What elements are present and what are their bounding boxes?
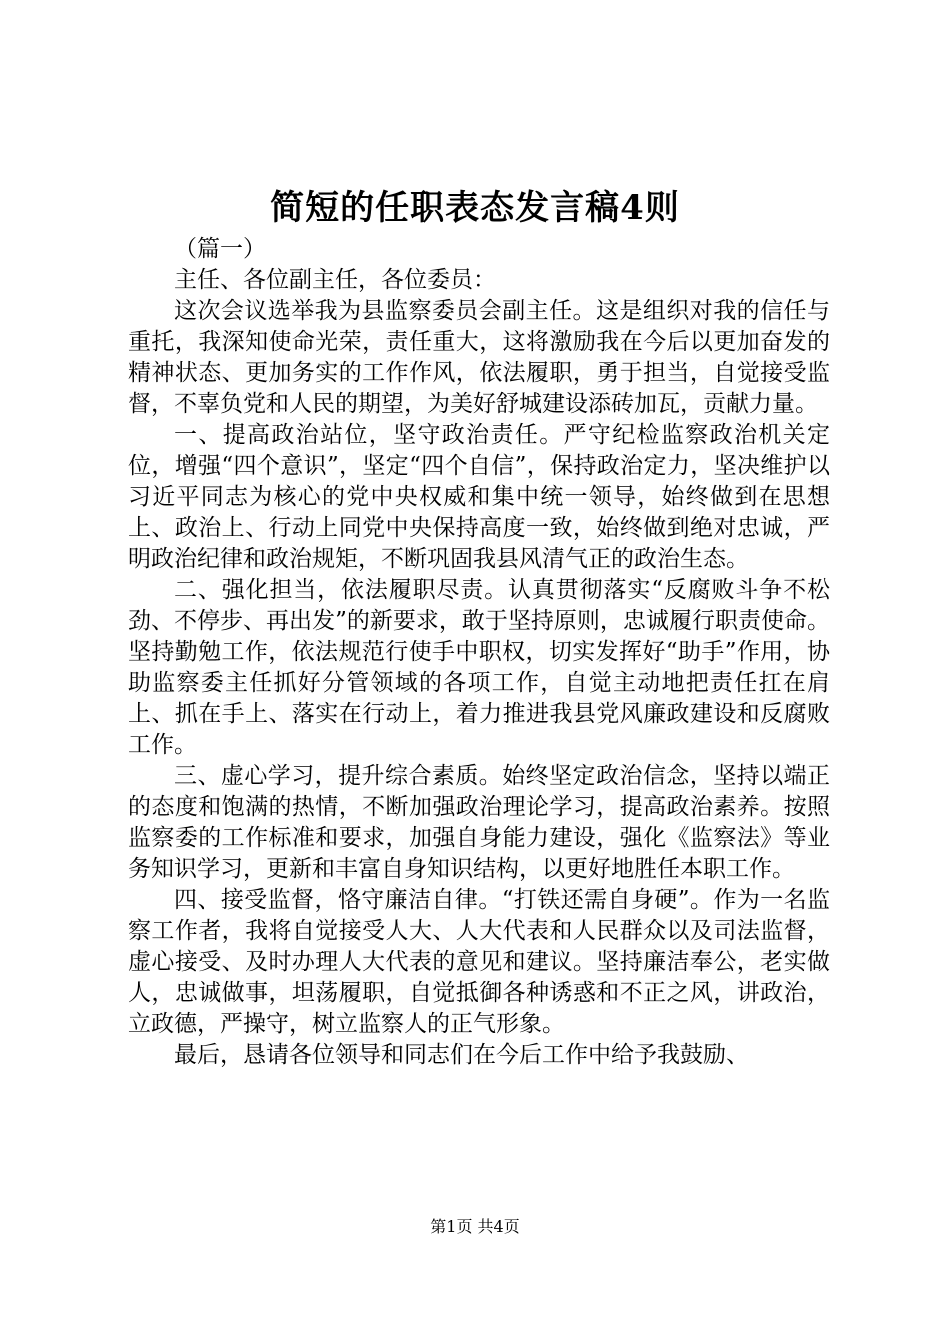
section-heading: （篇一） bbox=[174, 236, 266, 262]
salutation: 主任、各位副主任，各位委员： bbox=[174, 267, 496, 293]
paragraph: 这次会议选举我为县监察委员会副主任。这是组织对我的信任与重托，我深知使命光荣，责任重大，这将激励我在今后以更加奋发的精神状态、更加务实的工作作风，依法履职，勇于担当，自觉接受监督，不辜负党和人民的期望，为美好舒城建设添砖加瓦，贡献力量。 bbox=[128, 298, 830, 417]
paragraph: 最后，恳请各位领导和同志们在今后工作中给予我鼓励、 bbox=[174, 1042, 749, 1068]
document-body bbox=[128, 234, 830, 1071]
paragraph: 一、提高政治站位，坚守政治责任。严守纪检监察政治机关定位，增强“四个意识”，坚定“四个自信”，保持政治定力，坚决维护以习近平同志为核心的党中央权威和集中统一领导，始终做到在思想上、政治上、行动上同党中央保持高度一致，始终做到绝对忠诚，严明政治纪律和政治规矩，不断巩固我县风清气正的政治生态。 bbox=[128, 422, 830, 572]
paragraph: 四、接受监督，恪守廉洁自律。“打铁还需自身硬”。作为一名监察工作者，我将自觉接受人大、人大代表和人民群众以及司法监督，虚心接受、及时办理人大代表的意见和建议。坚持廉洁奉公，老实做人，忠诚做事，坦荡履职，自觉抵御各种诱惑和不正之风，讲政治，立政德，严操守，树立监察人的正气形象。 bbox=[128, 887, 830, 1037]
document-title: 简短的任职表态发言稿4则 bbox=[270, 188, 680, 228]
paragraph: 三、虚心学习，提升综合素质。始终坚定政治信念，坚持以端正的态度和饱满的热情，不断加强政治理论学习，提高政治素养。按照监察委的工作标准和要求，加强自身能力建设，强化《监察法》等业务知识学习，更新和丰富自身知识结构，以更好地胜任本职工作。 bbox=[128, 763, 830, 882]
page-number: 第1页 共4页 bbox=[430, 1217, 520, 1236]
paragraph: 二、强化担当，依法履职尽责。认真贯彻落实“反腐败斗争不松劲、不停步、再出发”的新要求，敢于坚持原则，忠诚履行职责使命。坚持勤勉工作，依法规范行使手中职权，切实发挥好“助手”作用，协助监察委主任抓好分管领域的各项工作，自觉主动地把责任扛在肩上、抓在手上、落实在行动上，着力推进我县党风廉政建设和反腐败工作。 bbox=[128, 577, 830, 758]
